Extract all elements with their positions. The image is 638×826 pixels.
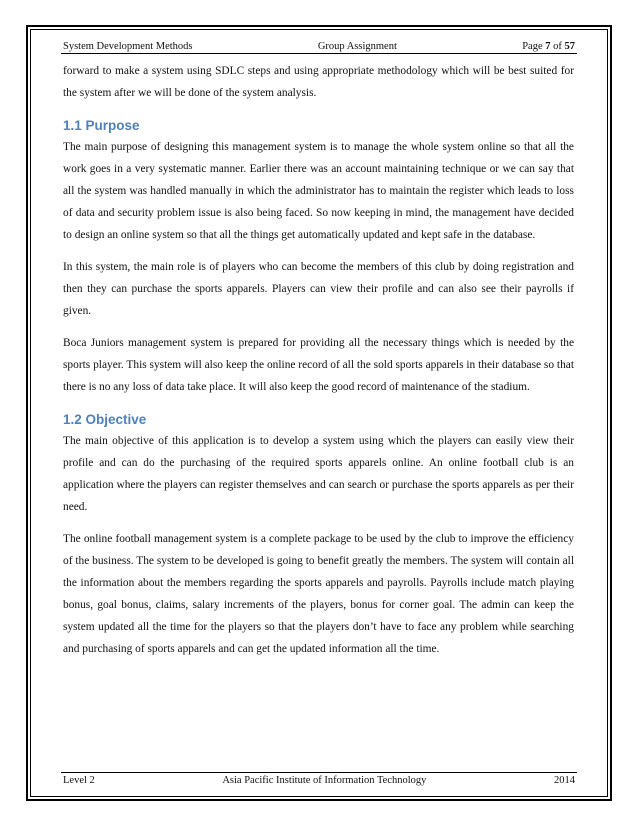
footer-year: 2014 xyxy=(553,775,575,786)
footer-level: Level 2 xyxy=(63,775,95,786)
page-content xyxy=(63,60,574,670)
objective-paragraph-2: The online football management system is a complete package to be used by the club to improve the efficiency of the business. The system to be developed is going to benefit greatly the members. The system will contain all the information about the members regarding the sports apparels and payrolls. Payrolls include match playing bonus, goal bonus, claims, salary increments of the players, bonus for corner goal. The admin can keep the system updated all the time for the players so that the players don’t have to face any problem while searching and purchasing of sports apparels and can get the updated information all the time. xyxy=(63,533,574,655)
purpose-paragraph-3: Boca Juniors management system is prepared for providing all the necessary things which is needed by the sports player. This system will also keep the online record of all the sold sports apparels in their database so that there is no any loss of data take place. It will also keep the good record of maintenance of the stadium. xyxy=(63,337,574,393)
header-assignment-type: Group Assignment xyxy=(317,41,397,52)
page-current: 7 xyxy=(545,41,551,52)
purpose-paragraph-2: In this system, the main role is of players who can become the members of this club by doing registration and then they can purchase the sports apparels. Players can view their profile and can also see their payrolls if given. xyxy=(63,261,574,317)
page-mid: of xyxy=(550,41,565,52)
header-rule xyxy=(61,53,577,54)
intro-paragraph: forward to make a system using SDLC steps and using appropriate methodology which will be best suited for the system after we will be done of the system analysis. xyxy=(63,65,574,99)
footer-rule xyxy=(61,772,577,773)
section-heading-purpose: 1.1 Purpose xyxy=(63,118,140,133)
header-course-title: System Development Methods xyxy=(63,41,193,52)
section-heading-objective: 1.2 Objective xyxy=(63,412,147,427)
footer-institution: Asia Pacific Institute of Information Technology xyxy=(222,775,427,786)
page-header xyxy=(63,36,575,52)
header-page-number xyxy=(522,41,575,52)
objective-paragraph-1: The main objective of this application is to develop a system using which the players can easily view their profile and can do the purchasing of the required sports apparels online. An online football club is an application where the players can register themselves and can search or purchase the sports apparels as per their need. xyxy=(63,435,574,513)
purpose-paragraph-1: The main purpose of designing this management system is to manage the whole system online so that all the work goes in a very systematic manner. Earlier there was an account maintaining technique or we can say that all the system was handled manually in which the administrator has to maintain the register which leads to loss of data and security problem issue is also being faced. So now keeping in mind, the management have decided to design an online system so that all the things get automatically updated and kept safe in the database. xyxy=(63,141,574,241)
page-footer xyxy=(63,775,575,786)
page-total: 57 xyxy=(564,41,575,52)
page-prefix: Page xyxy=(522,41,546,52)
